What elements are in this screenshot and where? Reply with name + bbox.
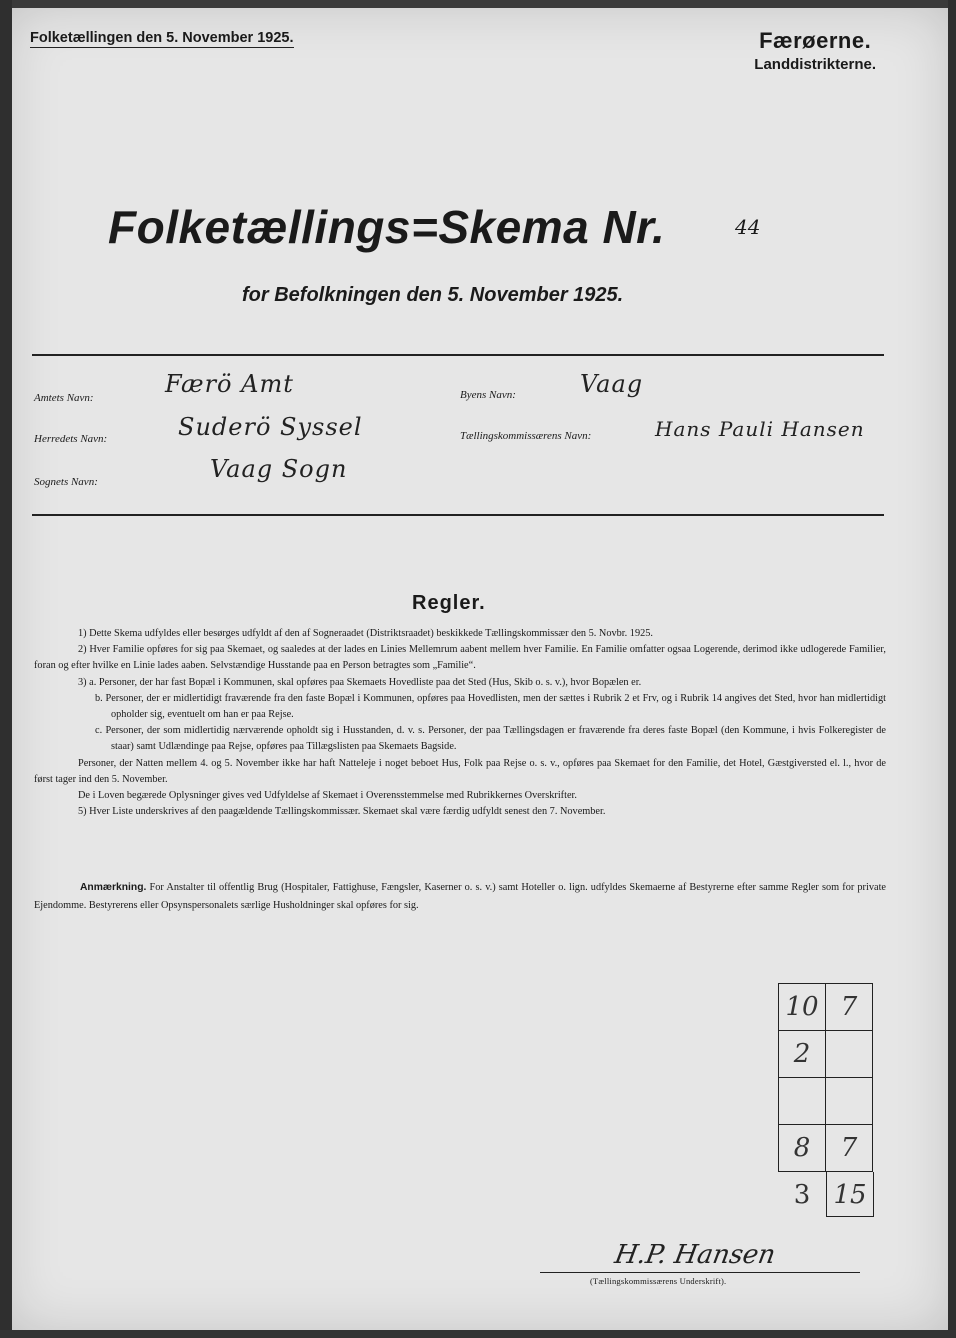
rule-3b: b. Personer, der er midlertidigt fraværende fra den faste Bopæl i Kommunen, opføres paa Hovedlisten, men der sættes i Rubrik 2 et Frv, og i Rubrik 14 angives det Sted, hvor han midlertidigt opholder sig, eventuelt om han er paa Rejse. [95, 692, 886, 721]
form-number-handwritten: 44 [735, 215, 761, 239]
scan-border-top [0, 0, 956, 8]
tally-cell: 2 [779, 1031, 826, 1078]
herred-value: Suderö Syssel [178, 413, 363, 441]
tally-cell [826, 1031, 873, 1078]
tally-total-right: 15 [826, 1172, 874, 1217]
scan-border-left [0, 0, 12, 1338]
region-block [754, 28, 876, 73]
note-paragraph [34, 879, 886, 915]
tally-table [778, 983, 873, 1172]
rule-3c: c. Personer, der som midlertidig nærværende opholdt sig i Husstanden, d. v. s. Personer, der paa Tællingsdagen er fraværende fra deres faste Bopæl (den Kommune, i hvis Folkeregister de staar) samt Udlændinge paa Rejse, opføres paa Tillægslisten paa Skemaets Bagside. [95, 725, 886, 753]
amt-value: Færö Amt [165, 370, 294, 398]
tally-cell: 7 [826, 984, 873, 1031]
tally-row [779, 984, 873, 1031]
sogn-label: Sognets Navn: [34, 476, 98, 488]
herred-label: Herredets Navn: [34, 433, 108, 445]
tally-cell [826, 1078, 873, 1125]
note-text: For Anstalter til offentlig Brug (Hospitaler, Fattighuse, Fængsler, Kaserner o. s. v.) samt Hoteller o. lign. udfyldes Skemaerne af Bestyrerne efter samme Regler som for private Ejendomme. Bestyrerens eller Opsynspersonalets særlige Husholdninger skal opføres for sig. [34, 882, 886, 911]
district-name: Landdistrikterne. [754, 56, 876, 73]
tally-total-row [778, 1172, 876, 1218]
rules-text [34, 626, 886, 820]
form-subtitle: for Befolkningen den 5. November 1925. [242, 284, 624, 306]
signature-caption: (Tællingskommissærens Underskrift). [590, 1276, 727, 1286]
tally-row [779, 1125, 873, 1172]
tally-cell [779, 1078, 826, 1125]
signature-line [540, 1272, 860, 1273]
by-label: Byens Navn: [460, 389, 516, 401]
tally-total-left: 3 [793, 1180, 811, 1210]
form-title: Folketællings=Skema Nr. [108, 201, 666, 253]
rules-heading: Regler. [412, 592, 486, 614]
amt-label: Amtets Navn: [34, 392, 94, 404]
rule-3d: Personer, der Natten mellem 4. og 5. November ikke har haft Natteleje i noget beboet Hus, Folk paa Rejse o. s. v., opføres paa Skemaet for den Familie, det Hotel, Gæstgiversted el. l., hvor de først tager ind den 5. November. [34, 757, 886, 785]
divider-top [32, 354, 884, 356]
tally-cell: 10 [779, 984, 826, 1031]
rule-1: 1) Dette Skema udfyldes eller besørges udfyldt af den af Sogneraadet (Distriktsraadet) beskikkede Tællingskommissær den 5. Novbr. 1925. [78, 628, 653, 639]
rule-3a: 3) a. Personer, der har fast Bopæl i Kommunen, skal opføres paa Skemaets Hovedliste paa det Sted (Hus, Skib o. s. v.), hvor Bopælen er. [78, 676, 642, 688]
region-name: Færøerne. [759, 28, 872, 53]
rule-2: 2) Hver Familie opføres for sig paa Skemaet, og saaledes at der lades en Linies Mellemrum aabent mellem hver Familie. En Familie omfatter ogsaa Logerende, derimod ikke udlogerede Familier, foran og efter hvilke en Linie lades aaben. Selvstændige Husstande paa en Person betragtes som „Familie“. [34, 644, 886, 672]
kommissaer-value: Hans Pauli Hansen [655, 417, 865, 441]
scan-border-right [948, 0, 956, 1338]
by-value: Vaag [580, 370, 644, 398]
scan-border-bottom [0, 1330, 956, 1338]
rule-5: 5) Hver Liste underskrives af den paagældende Tællingskommissær. Skemaet skal være færdig udfyldt senest den 7. November. [78, 806, 606, 818]
note-label: Anmærkning. [80, 882, 147, 893]
census-date-header: Folketællingen den 5. November 1925. [30, 30, 294, 46]
tally-row [779, 1078, 873, 1125]
signature: H.P. Hansen [612, 1240, 778, 1270]
tally-box [778, 983, 873, 1172]
kommissaer-label: Tællingskommissærens Navn: [460, 430, 592, 442]
tally-cell: 7 [826, 1125, 873, 1172]
tally-row [779, 1031, 873, 1078]
sogn-value: Vaag Sogn [210, 455, 348, 483]
rule-4: De i Loven begærede Oplysninger gives ved Udfyldelse af Skemaet i Overensstemmelse med Rubrikkernes Overskrifter. [78, 790, 577, 802]
tally-cell: 8 [779, 1125, 826, 1172]
divider-bottom [32, 514, 884, 516]
